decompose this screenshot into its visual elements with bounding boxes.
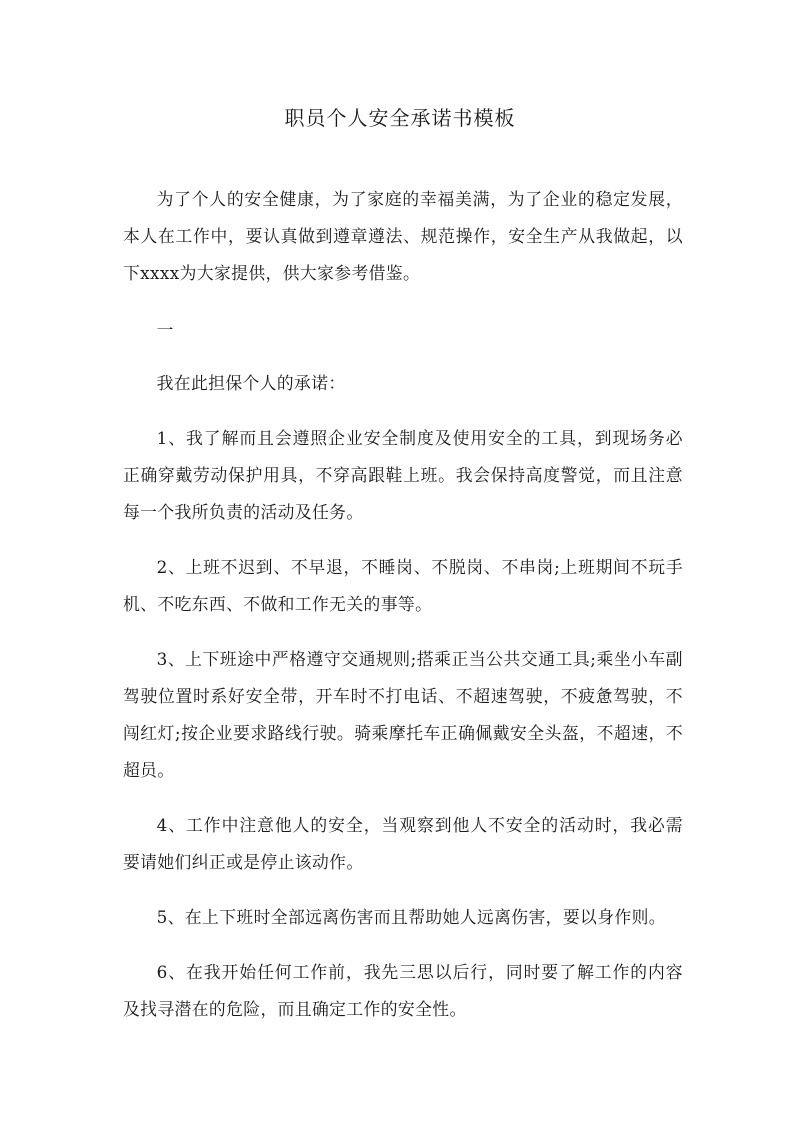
pledge-item-4: 4、工作中注意他人的安全，当观察到他人不安全的活动时，我必需要请她们纠正或是停止该动作。 xyxy=(123,815,683,872)
pledge-item-1: 1、我了解而且会遵照企业安全制度及使用安全的工具，到现场务必正确穿戴劳动保护用具，不穿高跟鞋上班。我会保持高度警觉，而且注意每一个我所负责的活动及任务。 xyxy=(123,428,683,522)
document-title: 职员个人安全承诺书模板 xyxy=(284,106,516,130)
pledge-item-3: 3、上下班途中严格遵守交通规则;搭乘正当公共交通工具;乘坐小车副驾驶位置时系好安全带，开车时不打电话、不超速驾驶，不疲惫驾驶，不闯红灯;按企业要求路线行驶。骑乘摩托车正确佩戴安全头盔，不超速，不超员。 xyxy=(123,649,683,780)
document-body xyxy=(123,181,683,1046)
pledge-item-5: 5、在上下班时全部远离伤害而且帮助她人远离伤害，要以身作则。 xyxy=(156,907,666,927)
section-separator: 一 xyxy=(156,320,174,340)
intro-paragraph: 为了个人的安全健康，为了家庭的幸福美满，为了企业的稳定发展，本人在工作中，要认真做到遵章遵法、规范操作，安全生产从我做起，以下xxxx为大家提供，供大家参考借鉴。 xyxy=(123,189,683,283)
pledge-item-6: 6、在我开始任何工作前，我先三思以后行，同时要了解工作的内容及找寻潜在的危险，而且确定工作的安全性。 xyxy=(123,962,683,1019)
pledge-lead: 我在此担保个人的承诺： xyxy=(156,373,346,393)
pledge-item-2: 2、上班不迟到、不早退，不睡岗、不脱岗、不串岗;上班期间不玩手机、不吃东西、不做和工作无关的事等。 xyxy=(123,557,683,614)
